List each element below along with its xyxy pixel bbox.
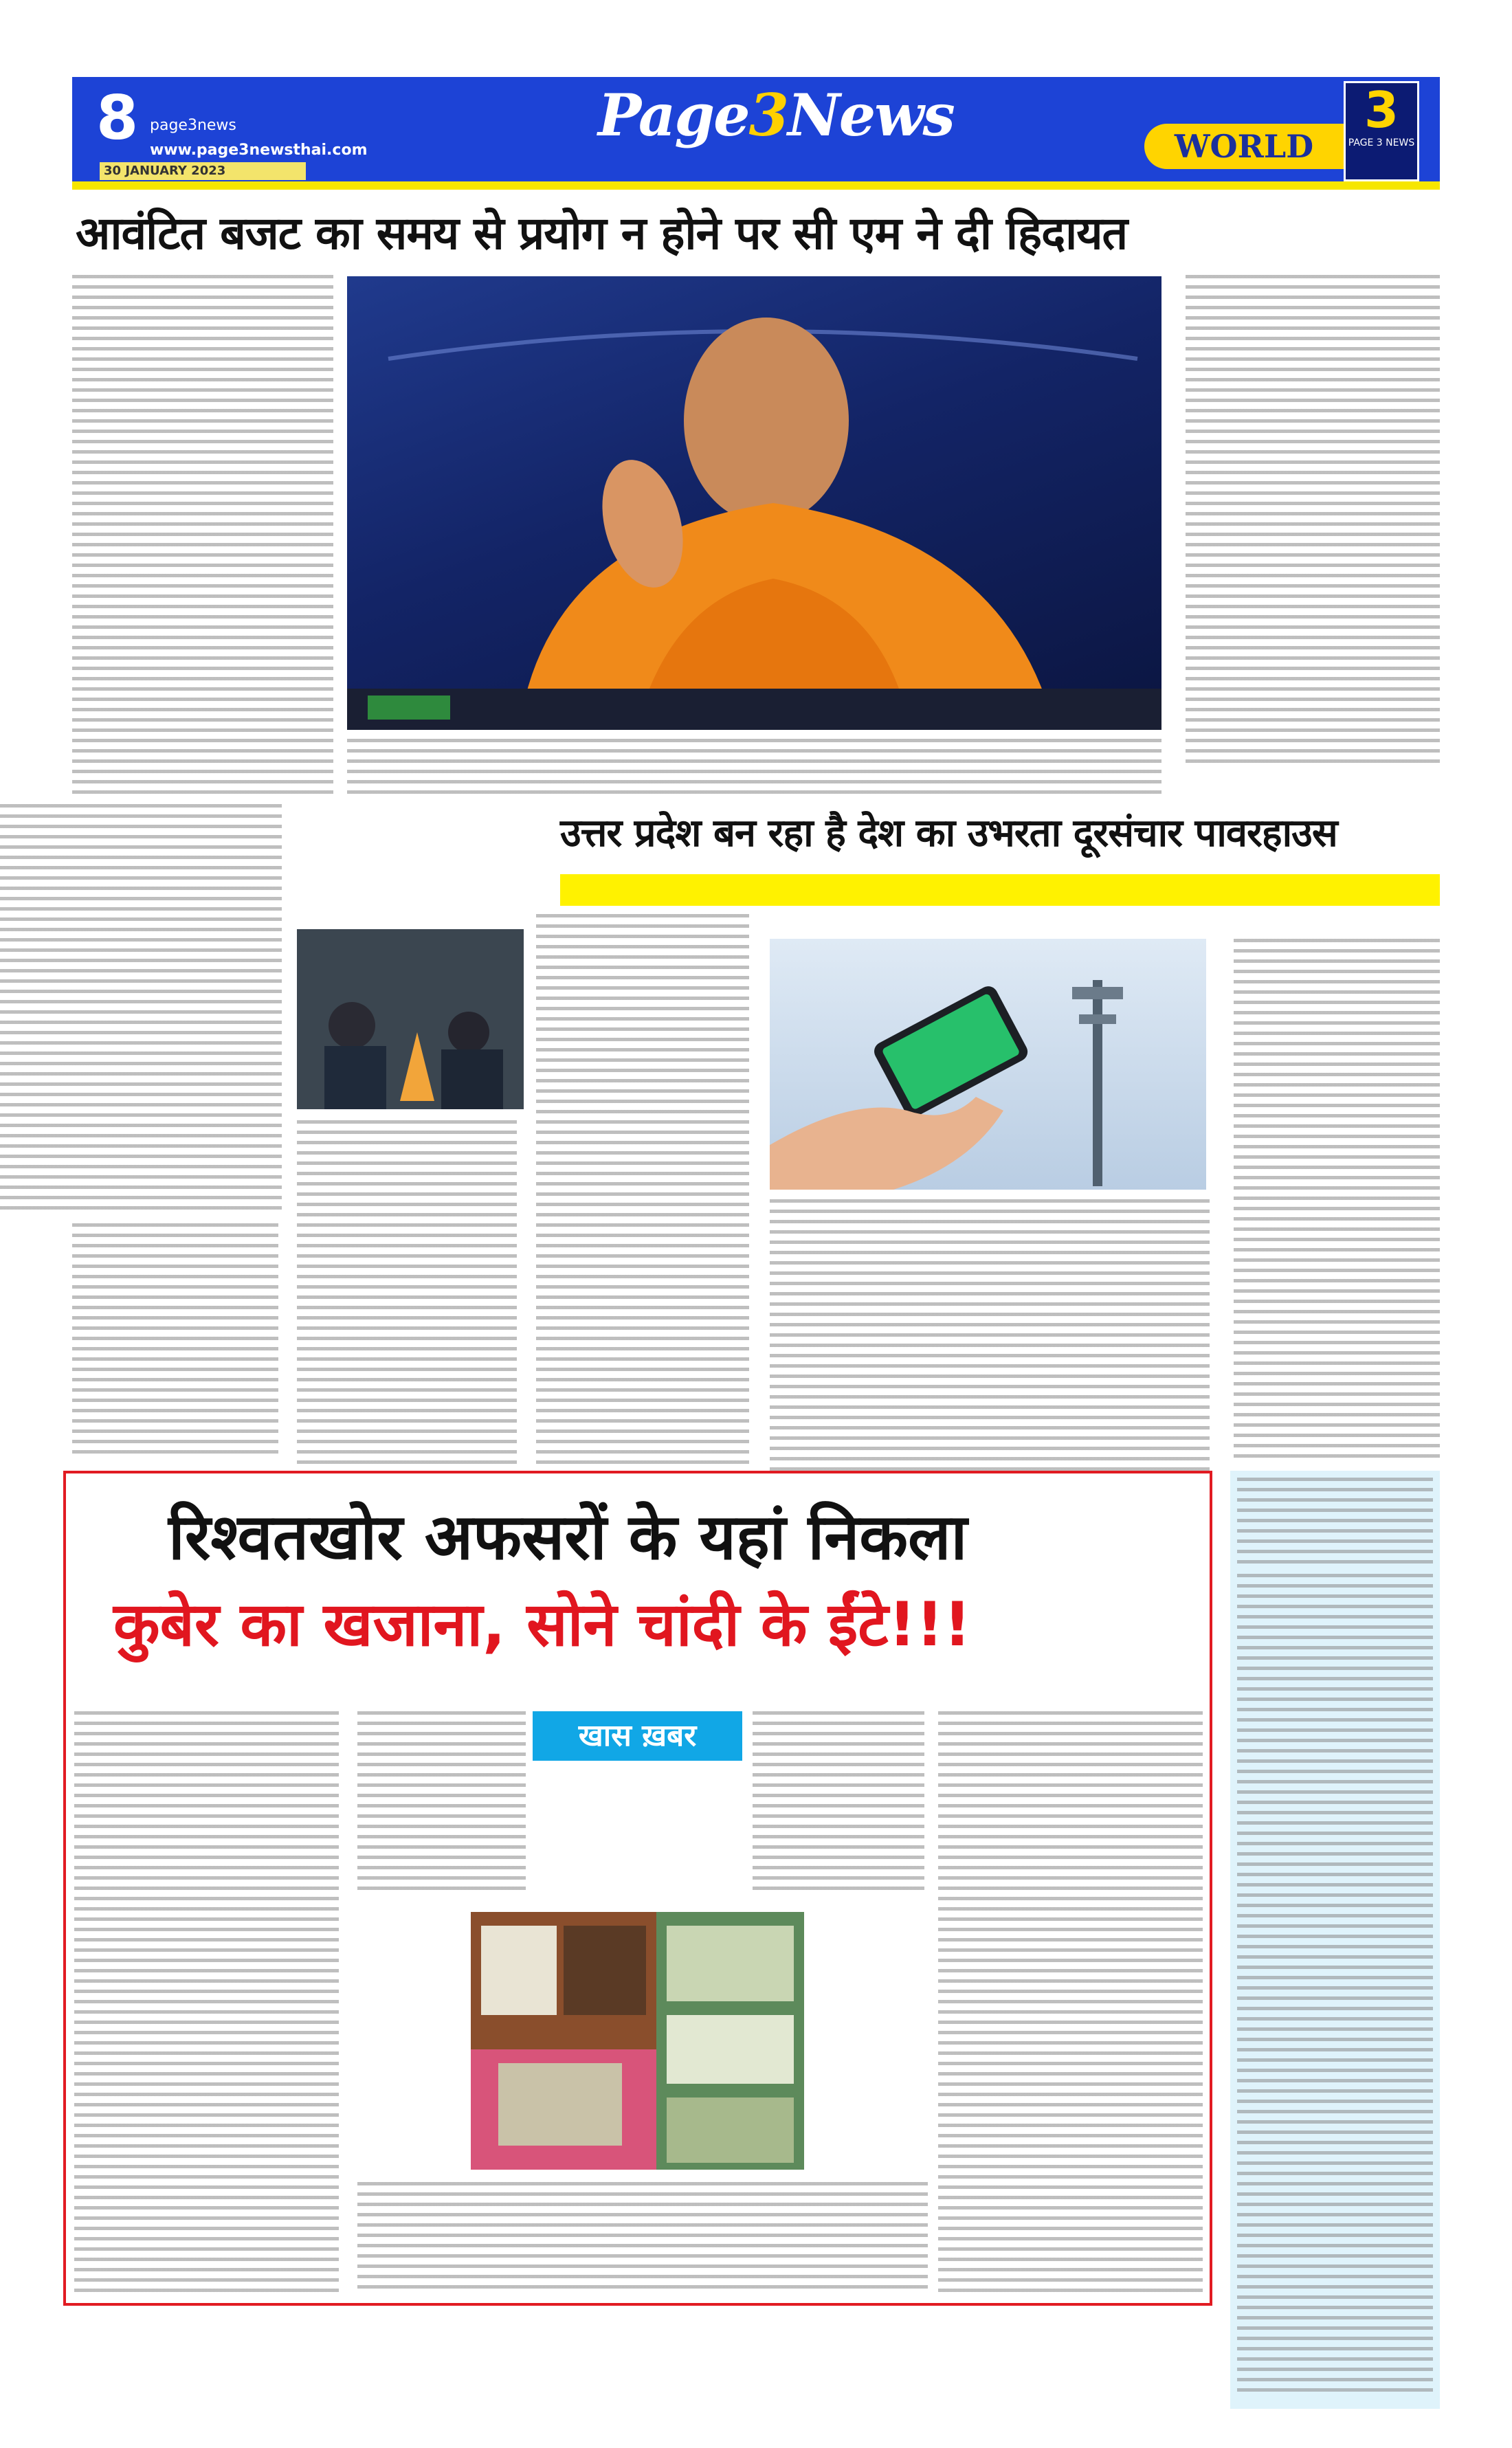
telecom-photo-illustration bbox=[770, 939, 1206, 1190]
middle-left-article-text bbox=[297, 1120, 517, 1471]
lead-photo-illustration bbox=[347, 276, 1161, 730]
newspaper-logo bbox=[598, 81, 954, 149]
special-article-col4 bbox=[938, 1711, 1203, 2295]
side-article-left bbox=[0, 804, 282, 1216]
ritual-photo bbox=[297, 929, 524, 1109]
section-label: WORLD bbox=[1144, 124, 1344, 169]
special-article-col3-top bbox=[753, 1711, 924, 1897]
special-headline-line2: कुबेर का खजाना, सोने चांदी के ईंटे!!! bbox=[113, 1589, 972, 1660]
website-link[interactable]: www.page3newsthai.com bbox=[150, 142, 368, 159]
date-strip: 30 JANUARY 2023 bbox=[100, 162, 306, 180]
lead-photo bbox=[347, 276, 1161, 730]
lead-article-left-column bbox=[72, 275, 333, 797]
middle-article-text bbox=[536, 914, 749, 1471]
brand-badge-text: PAGE 3 NEWS bbox=[1348, 137, 1415, 148]
lead-headline: आवंटित बजट का समय से प्रयोग न होने पर सी एम ने दी हिदायत bbox=[76, 207, 1128, 260]
telecom-article-text bbox=[770, 1199, 1210, 1471]
logo-part-page: Page bbox=[598, 81, 749, 149]
telecom-headline: उत्तर प्रदेश बन रहा है देश का उभरता दूरसंचार पावरहाउस bbox=[560, 811, 1337, 856]
seized-cash-illustration bbox=[471, 1912, 804, 2170]
sidebar-headline-blur bbox=[1237, 1478, 1433, 1567]
social-handle: page3news bbox=[150, 117, 236, 134]
telecom-photo bbox=[770, 939, 1206, 1190]
masthead-underline bbox=[72, 181, 1440, 190]
special-article-col2-top bbox=[357, 1711, 526, 1897]
sidebar-article-text bbox=[1237, 1574, 1433, 2399]
ritual-photo-illustration bbox=[297, 929, 524, 1109]
special-article-col1 bbox=[74, 1711, 339, 2295]
brand-badge-number: 3 bbox=[1364, 81, 1399, 139]
logo-part-news: News bbox=[787, 81, 954, 149]
logo-part-three: 3 bbox=[748, 81, 788, 149]
telecom-subheadline-band bbox=[560, 874, 1440, 906]
telecom-article-right-column bbox=[1234, 939, 1440, 1461]
special-headline-line1: रिश्वतखोर अफसरों के यहां निकला bbox=[168, 1500, 968, 1574]
page-number: 8 bbox=[96, 82, 139, 153]
special-report-label: खास ख़बर bbox=[533, 1711, 742, 1761]
special-article-bottom-text bbox=[357, 2182, 928, 2295]
side-article-left-lower bbox=[72, 1223, 278, 1457]
lead-article-caption-text bbox=[347, 739, 1161, 794]
seized-cash-photo bbox=[471, 1912, 804, 2170]
lead-article-right-column bbox=[1186, 275, 1440, 770]
